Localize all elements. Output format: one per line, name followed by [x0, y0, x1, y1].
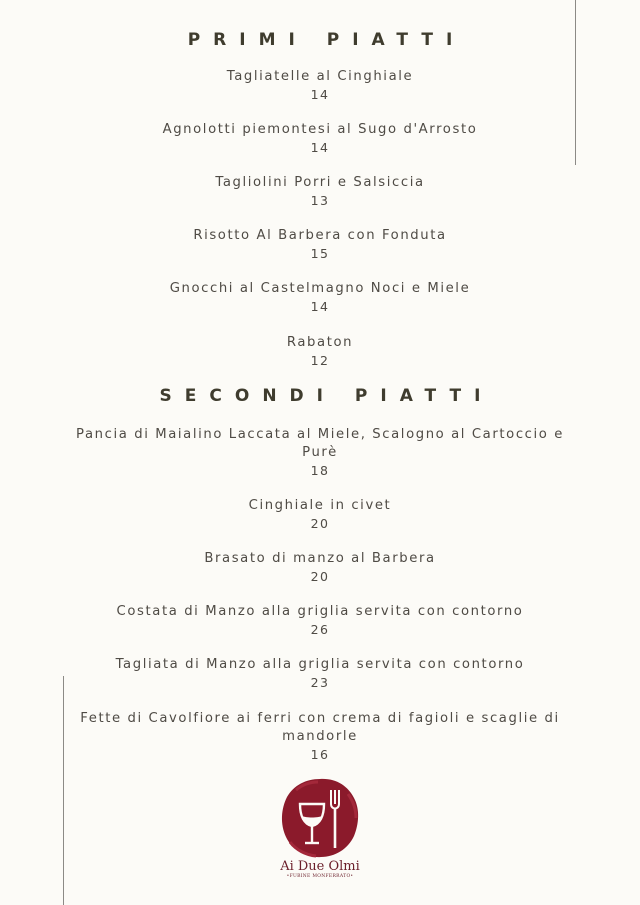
item-name: Gnocchi al Castelmagno Noci e Miele — [169, 281, 471, 296]
item-name: Tagliata di Manzo alla griglia servita con contorno — [115, 657, 525, 672]
menu-item — [70, 334, 570, 369]
item-name: Tagliolini Porri e Salsiccia — [215, 175, 425, 190]
item-price: 12 — [310, 353, 330, 368]
menu-item — [70, 121, 570, 156]
menu-item — [70, 497, 570, 532]
item-price: 14 — [310, 140, 330, 155]
divider-line-right — [575, 0, 576, 165]
menu-item — [70, 603, 570, 638]
secondi-piatti-heading: SECONDI PIATTI — [159, 386, 494, 406]
item-price: 20 — [310, 569, 330, 584]
item-price: 18 — [310, 463, 330, 478]
item-name: Fette di Cavolfiore ai ferri con crema di fagioli e scaglie di mandorle — [80, 711, 560, 744]
menu-item — [70, 280, 570, 315]
item-name: Risotto Al Barbera con Fonduta — [193, 228, 447, 243]
menu-item — [70, 426, 570, 479]
item-name: Cinghiale in civet — [248, 498, 392, 513]
menu-item — [70, 550, 570, 585]
item-name: Rabaton — [286, 335, 354, 350]
item-name: Brasato di manzo al Barbera — [204, 551, 436, 566]
item-price: 13 — [310, 193, 330, 208]
item-price: 14 — [310, 299, 330, 314]
item-name: Pancia di Maialino Laccata al Miele, Scalogno al Cartoccio e Purè — [76, 427, 564, 460]
divider-line-left — [63, 676, 64, 905]
wine-glass-fork-icon — [278, 776, 362, 860]
logo-subtitle: •FUBINE MONFERRATO• — [286, 874, 354, 879]
menu-item — [70, 227, 570, 262]
item-price: 15 — [310, 246, 330, 261]
item-price: 23 — [310, 675, 330, 690]
item-price: 26 — [310, 622, 330, 637]
item-name: Tagliatelle al Cinghiale — [226, 69, 414, 84]
menu-item — [78, 710, 562, 763]
menu-item — [70, 68, 570, 103]
restaurant-logo — [270, 776, 370, 896]
menu-item — [70, 174, 570, 209]
item-name: Agnolotti piemontesi al Sugo d'Arrosto — [162, 122, 478, 137]
item-price: 20 — [310, 516, 330, 531]
primi-piatti-heading: PRIMI PIATTI — [187, 30, 466, 50]
item-name: Costata di Manzo alla griglia servita con contorno — [116, 604, 524, 619]
logo-name: Ai Due Olmi — [280, 859, 360, 874]
menu-item — [70, 656, 570, 691]
item-price: 16 — [310, 747, 330, 762]
item-price: 14 — [310, 87, 330, 102]
